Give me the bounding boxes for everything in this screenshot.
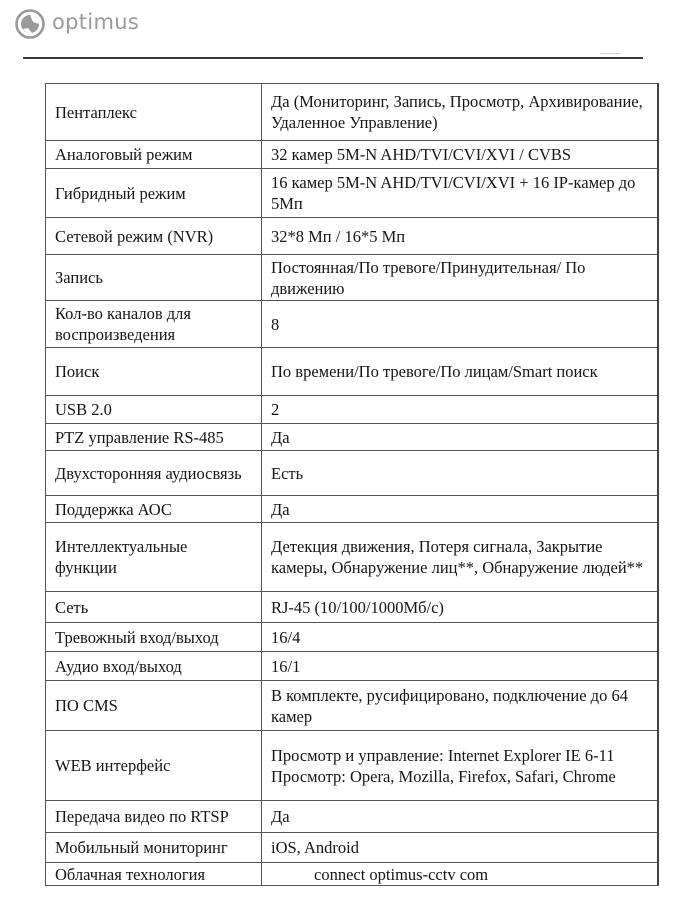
spec-key: Двухсторонняя аудиосвязь	[46, 451, 262, 496]
spec-value: 32 камер 5M-N AHD/TVI/CVI/XVI / CVBS	[262, 141, 659, 169]
optimus-shutter-logo-icon	[15, 9, 45, 39]
table-row	[46, 169, 659, 218]
spec-value: Да (Мониторинг, Запись, Просмотр, Архивирование, Удаленное Управление)	[262, 84, 659, 141]
spec-key: Гибридный режим	[46, 169, 262, 218]
table-row	[46, 451, 659, 496]
table-row	[46, 255, 659, 301]
spec-value: Да	[262, 801, 659, 833]
spec-value: RJ-45 (10/100/1000Мб/с)	[262, 592, 659, 623]
header-divider	[23, 57, 643, 59]
spec-value: Детекция движения, Потеря сигнала, Закрытие камеры, Обнаружение лиц**, Обнаружение людей**	[262, 523, 659, 592]
table-row	[46, 348, 659, 396]
table-row	[46, 623, 659, 652]
table-row	[46, 731, 659, 801]
table-row	[46, 396, 659, 424]
spec-key: Аудио вход/выход	[46, 652, 262, 681]
spec-value: Да	[262, 424, 659, 451]
table-row	[46, 863, 659, 886]
spec-value: 16/4	[262, 623, 659, 652]
spec-value: iOS, Android	[262, 833, 659, 863]
table-row	[46, 218, 659, 255]
spec-key: Передача видео по RTSP	[46, 801, 262, 833]
spec-value: connect optimus-cctv com	[262, 863, 659, 886]
spec-key: Пентаплекс	[46, 84, 262, 141]
table-row	[46, 833, 659, 863]
spec-key: Тревожный вход/выход	[46, 623, 262, 652]
table-row	[46, 801, 659, 833]
spec-key: Запись	[46, 255, 262, 301]
spec-key: Облачная технология	[46, 863, 262, 886]
spec-value: 16/1	[262, 652, 659, 681]
spec-value: Да	[262, 496, 659, 523]
spec-key: Поиск	[46, 348, 262, 396]
spec-key: Интеллектуальные функции	[46, 523, 262, 592]
spec-value: Есть	[262, 451, 659, 496]
spec-value: 16 камер 5M-N AHD/TVI/CVI/XVI + 16 IP-камер до 5Мп	[262, 169, 659, 218]
table-row	[46, 592, 659, 623]
spec-key: Сетевой режим (NVR)	[46, 218, 262, 255]
table-row	[46, 424, 659, 451]
spec-value: 2	[262, 396, 659, 424]
spec-value: 32*8 Мп / 16*5 Мп	[262, 218, 659, 255]
brand-logo	[15, 9, 139, 39]
table-row	[46, 141, 659, 169]
table-row	[46, 301, 659, 348]
spec-table	[45, 83, 659, 886]
spec-key: Мобильный мониторинг	[46, 833, 262, 863]
spec-value: 8	[262, 301, 659, 348]
spec-key: Поддержка АОС	[46, 496, 262, 523]
spec-key: PTZ управление RS-485	[46, 424, 262, 451]
spec-key: Аналоговый режим	[46, 141, 262, 169]
spec-key: WEB интерфейс	[46, 731, 262, 801]
header-divider-mark	[600, 53, 620, 54]
table-row	[46, 681, 659, 731]
spec-key: USB 2.0	[46, 396, 262, 424]
spec-key: Кол-во каналов для воспроизведения	[46, 301, 262, 348]
spec-value: По времени/По тревоге/По лицам/Smart поиск	[262, 348, 659, 396]
spec-value: В комплекте, русифицировано, подключение до 64 камер	[262, 681, 659, 731]
table-row	[46, 523, 659, 592]
spec-value: Постоянная/По тревоге/Принудительная/ По движению	[262, 255, 659, 301]
table-row	[46, 84, 659, 141]
spec-key: ПО CMS	[46, 681, 262, 731]
table-row	[46, 652, 659, 681]
table-row	[46, 496, 659, 523]
spec-key: Сеть	[46, 592, 262, 623]
spec-value: Просмотр и управление: Internet Explorer IE 6-11 Просмотр: Opera, Mozilla, Firefox, Safari, Chrome	[262, 731, 659, 801]
brand-name: optimus	[52, 9, 140, 34]
